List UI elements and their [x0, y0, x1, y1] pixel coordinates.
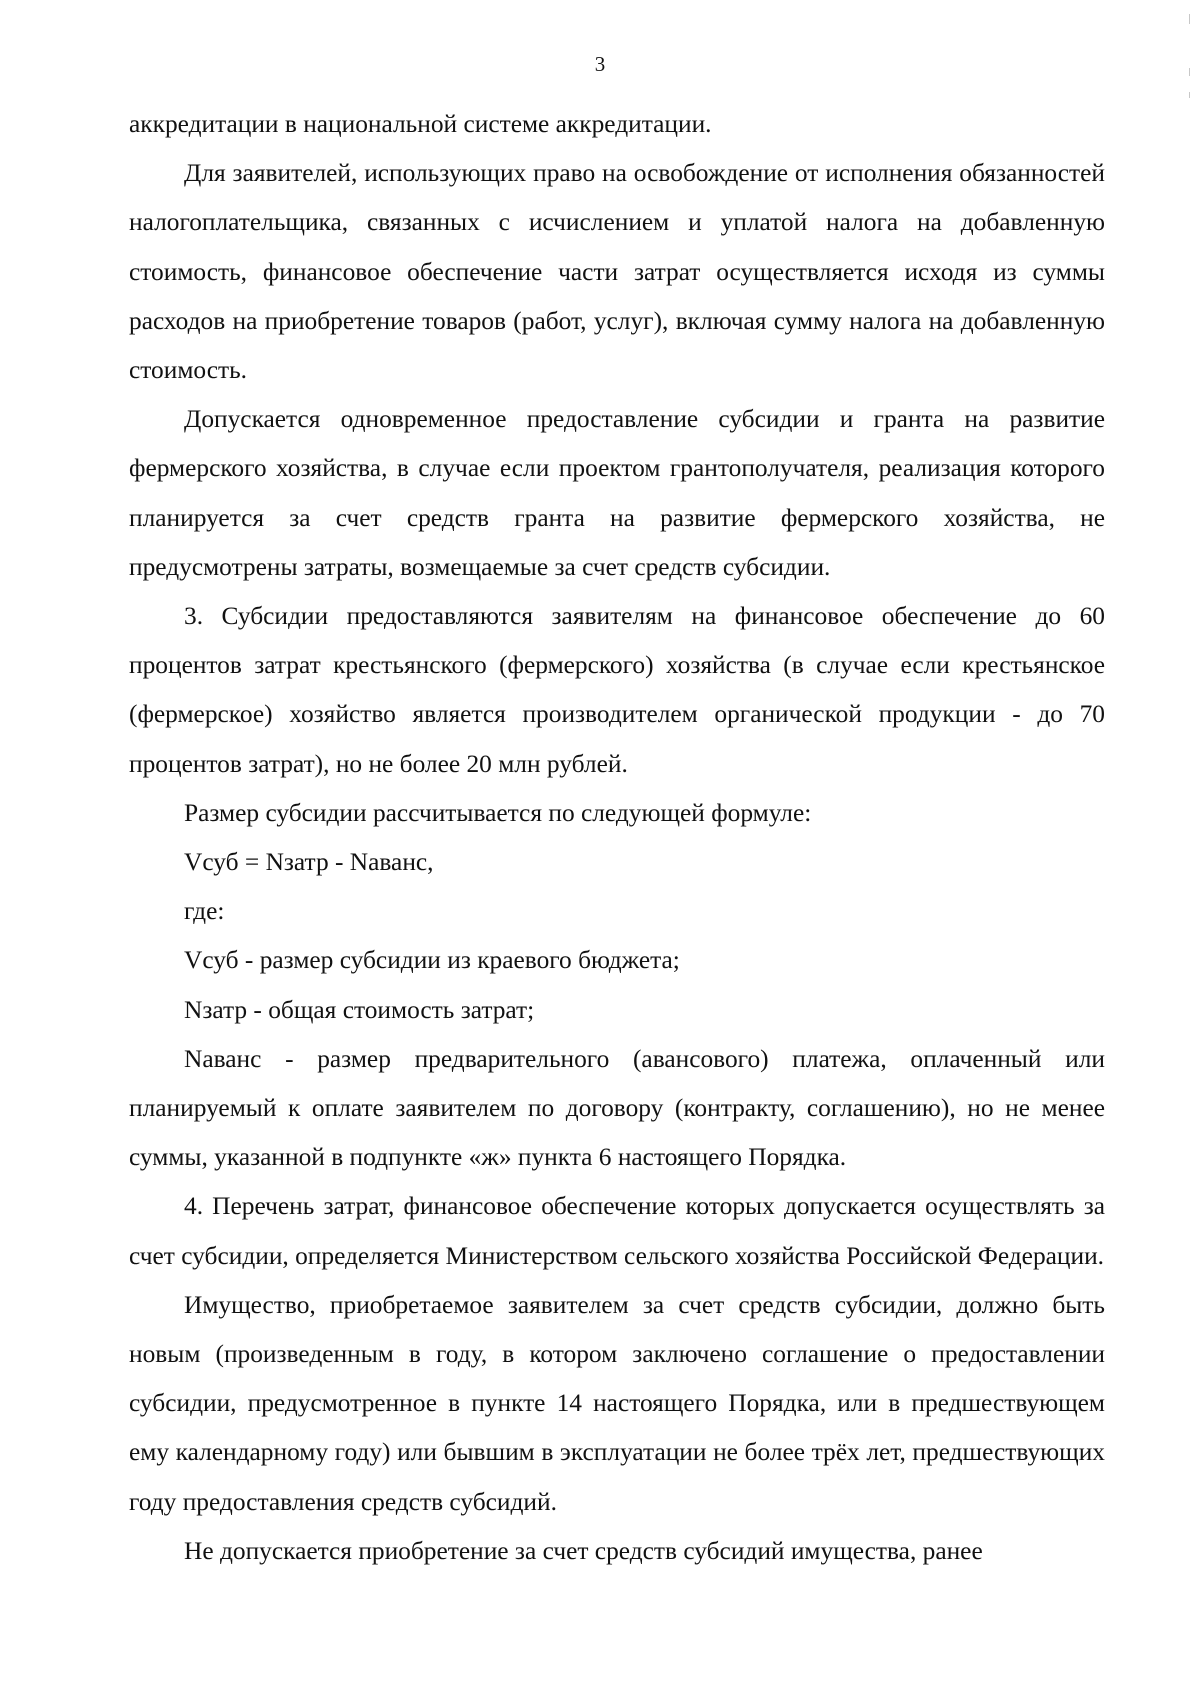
paragraph-subsidy-and-grant: Допускается одновременное предоставление субсидии и гранта на развитие фермерского хозяйства, в случае если проектом грантополучателя, реализация которого планируется за счет средств гранта на развитие фермерского хозяйства, не предусмотрены затраты, возмещаемые за счет средств субсидии.	[129, 405, 1105, 581]
document-body	[129, 100, 1105, 1576]
scan-edge-mark	[1189, 92, 1190, 98]
formula-where: где:	[184, 897, 225, 926]
paragraph-section-3: 3. Субсидии предоставляются заявителям на финансовое обеспечение до 60 процентов затрат крестьянского (фермерского) хозяйства (в случае если крестьянское (фермерское) хозяйство является производителем органической продукции - до 70 процентов затрат), но не более 20 млн рублей.	[129, 602, 1105, 778]
paragraph-section-4: 4. Перечень затрат, финансовое обеспечение которых допускается осуществлять за счет субсидии, определяется Министерством сельского хозяйства Российской Федерации.	[129, 1192, 1105, 1270]
scan-edge-mark	[1189, 14, 1190, 24]
paragraph-property-prohibition: Не допускается приобретение за счет средств субсидий имущества, ранее	[184, 1536, 983, 1565]
paragraph-accreditation-continued: аккредитации в национальной системе аккредитации.	[129, 110, 712, 138]
page-number: 3	[594, 52, 606, 76]
formula-definition-vsub: Vсуб - размер субсидии из краевого бюджета;	[184, 946, 680, 975]
formula-definition-nzatr: Nзатр - общая стоимость затрат;	[184, 995, 535, 1024]
paragraph-property-requirements: Имущество, приобретаемое заявителем за счет средств субсидии, должно быть новым (произведенным в году, в котором заключено соглашение о предоставлении субсидии, предусмотренное в пункте 14 настоящего Порядка, или в предшествующем ему календарному году) или бывшим в эксплуатации не более трёх лет, предшествующих году предоставления средств субсидий.	[129, 1290, 1105, 1516]
formula-definition-navans: Nаванс - размер предварительного (авансового) платежа, оплаченный или планируемый к оплате заявителем по договору (контракту, соглашению), но не менее суммы, указанной в подпункте «ж» пункта 6 настоящего Порядка.	[129, 1044, 1105, 1172]
formula: Vсуб = Nзатр - Nаванс,	[184, 848, 434, 877]
paragraph-formula-intro: Размер субсидии рассчитывается по следующей формуле:	[184, 798, 812, 827]
paragraph-vat-exemption: Для заявителей, использующих право на освобождение от исполнения обязанностей налогоплательщика, связанных с исчислением и уплатой налога на добавленную стоимость, финансовое обеспечение части затрат осуществляется исходя из суммы расходов на приобретение товаров (работ, услуг), включая сумму налога на добавленную стоимость.	[129, 159, 1105, 385]
